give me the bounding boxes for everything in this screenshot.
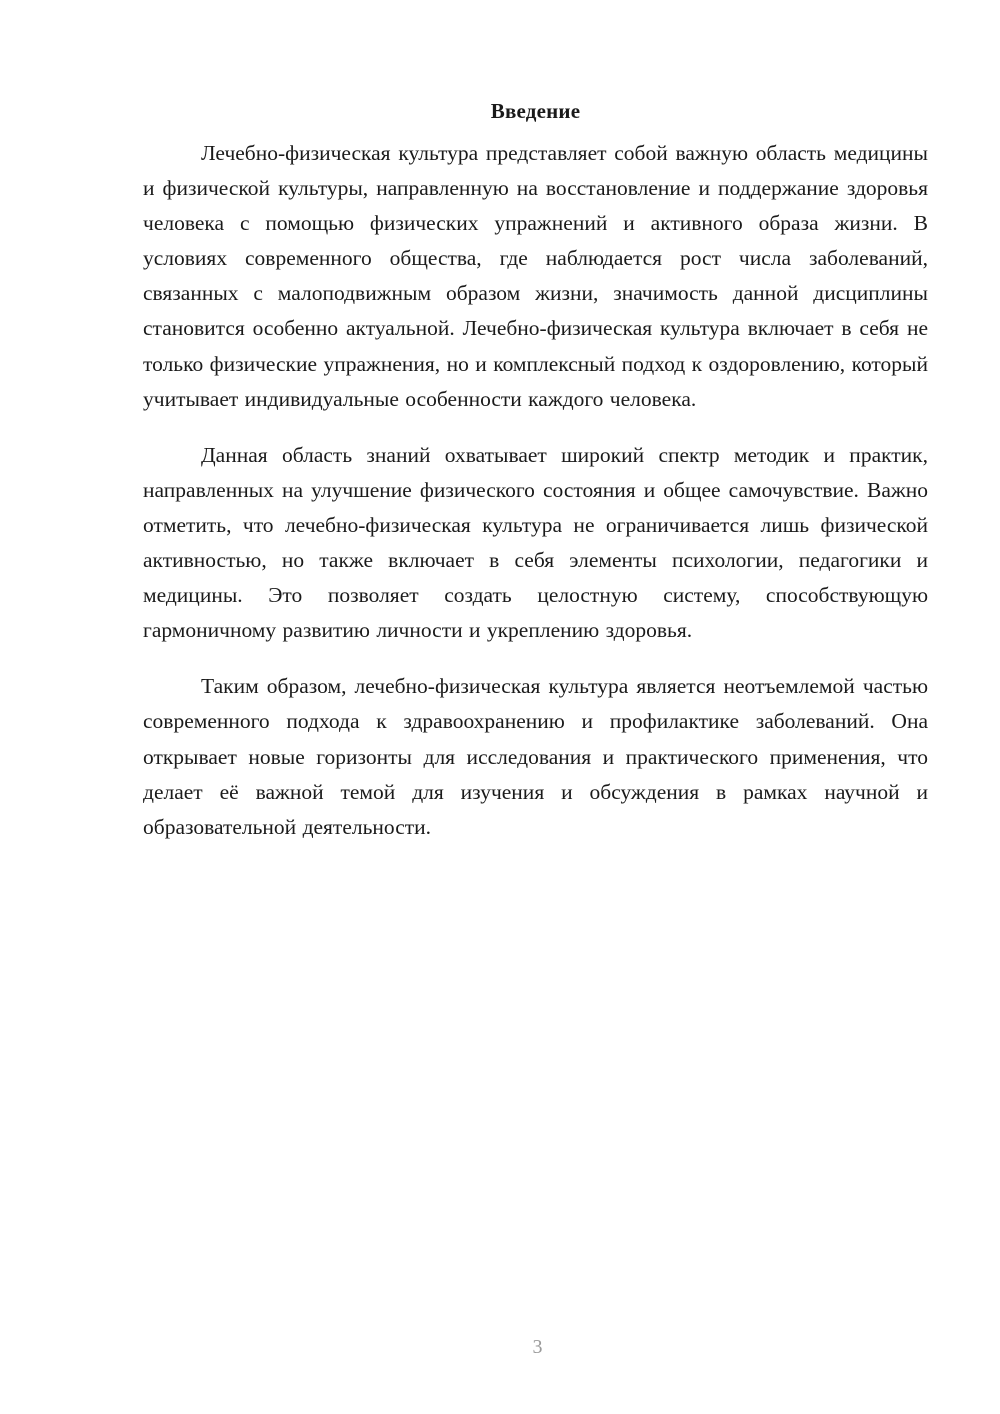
section-heading: Введение bbox=[490, 99, 581, 123]
document-body bbox=[143, 95, 928, 845]
paragraph-1: Лечебно-физическая культура представляет собой важную область медицины и физической культуры, направленную на восстановление и поддержание здоровья человека с помощью физических упражнений и активного образа жизни. В условиях современного общества, где наблюдается рост числа заболеваний, связанных с малоподвижным образом жизни, значимость данной дисциплины становится особенно актуальной. Лечебно-физическая культура включает в себя не только физические упражнения, но и комплексный подход к оздоровлению, который учитывает индивидуальные особенности каждого человека. bbox=[143, 141, 928, 411]
page-number: 3 bbox=[532, 1336, 543, 1358]
paragraph-3: Таким образом, лечебно-физическая культура является неотъемлемой частью современного подхода к здравоохранению и профилактике заболеваний. Она открывает новые горизонты для исследования и практического применения, что делает её важной темой для изучения и обсуждения в рамках научной и образовательной деятельности. bbox=[143, 674, 928, 839]
paragraph-2: Данная область знаний охватывает широкий спектр методик и практик, направленных на улучшение физического состояния и общее самочувствие. Важно отметить, что лечебно-физическая культура не ограничивается лишь физической активностью, но также включает в себя элементы психологии, педагогики и медицины. Это позволяет создать целостную систему, способствующую гармоничному развитию личности и укреплению здоровья. bbox=[143, 442, 928, 643]
